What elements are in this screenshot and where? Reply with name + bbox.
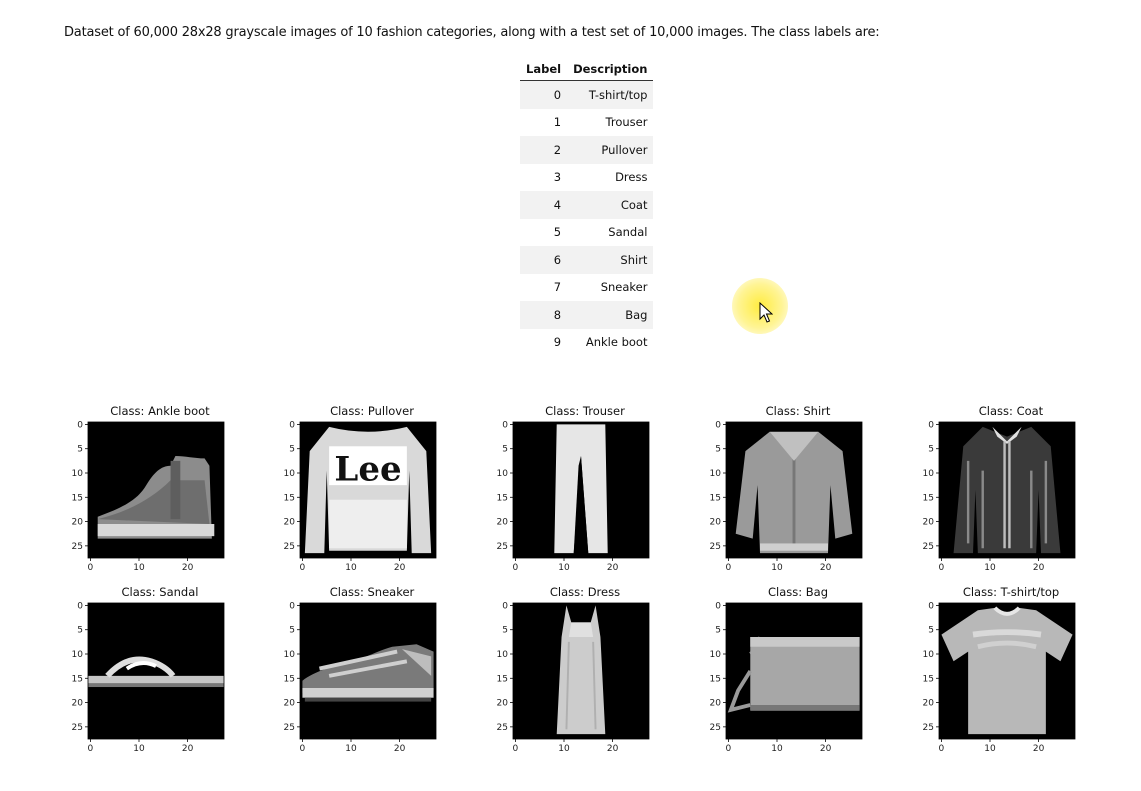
x-tick-label: 0 (512, 744, 519, 754)
y-tick-label: 0 (928, 601, 934, 612)
plot-axes (493, 420, 653, 580)
plot-axes (280, 601, 440, 761)
y-tick-label: 20 (283, 698, 295, 709)
y-tick-label: 0 (77, 420, 83, 431)
y-tick-label: 0 (502, 420, 508, 431)
y-tick-label: 10 (71, 650, 83, 660)
x-tick-label: 20 (1032, 744, 1045, 754)
sample-plot-trouser (493, 404, 693, 584)
table-row (520, 109, 653, 137)
y-tick-label: 10 (709, 469, 721, 479)
row-label: 9 (553, 335, 562, 350)
table-row (520, 329, 653, 357)
row-label: 7 (553, 280, 562, 295)
row-description: Coat (567, 191, 653, 219)
x-tick-label: 20 (181, 744, 194, 754)
plot-title: Class: Coat (978, 404, 1044, 418)
y-tick-label: 5 (715, 625, 721, 636)
x-tick-label: 20 (181, 563, 194, 573)
x-tick-label: 10 (771, 563, 783, 573)
y-tick-label: 10 (283, 469, 295, 479)
x-tick-label: 0 (87, 744, 94, 754)
x-tick-label: 10 (558, 563, 570, 573)
table-row (520, 81, 653, 109)
row-description: T-shirt/top (567, 81, 653, 109)
clothing-image-coat (954, 427, 1061, 553)
table-row (520, 136, 653, 164)
header-description: Description (567, 58, 653, 81)
y-tick-label: 15 (922, 674, 934, 685)
row-description: Dress (615, 170, 648, 185)
y-tick-label: 25 (922, 541, 934, 552)
y-tick-label: 15 (709, 674, 721, 685)
x-tick-label: 10 (771, 744, 783, 754)
mouse-pointer-icon (759, 302, 773, 324)
plot-axes (280, 420, 440, 580)
y-tick-label: 25 (71, 722, 83, 733)
y-tick-label: 5 (502, 444, 508, 455)
y-tick-label: 10 (283, 650, 295, 660)
y-tick-label: 5 (928, 625, 934, 636)
plot-axes (68, 420, 228, 580)
y-tick-label: 20 (922, 517, 934, 528)
row-description: Pullover (567, 136, 653, 164)
y-tick-label: 0 (502, 601, 508, 612)
y-tick-label: 25 (709, 541, 721, 552)
plot-axes (706, 601, 866, 761)
row-label: 4 (520, 191, 567, 219)
y-tick-label: 0 (289, 420, 295, 431)
row-label: 5 (553, 225, 562, 240)
row-label: 6 (520, 246, 567, 274)
row-label: 3 (553, 170, 562, 185)
sample-plot-ankle-boot (68, 404, 268, 584)
y-tick-label: 15 (71, 674, 83, 685)
x-tick-label: 10 (133, 744, 145, 754)
row-label: 0 (520, 81, 567, 109)
y-tick-label: 25 (283, 722, 295, 733)
plot-title: Class: Sandal (121, 585, 199, 599)
clothing-image-dress (557, 605, 606, 734)
sample-plot-coat (919, 404, 1119, 584)
x-tick-label: 20 (393, 744, 406, 754)
table-header-row (520, 58, 653, 81)
plot-axes (493, 601, 653, 761)
y-tick-label: 20 (71, 698, 83, 709)
x-tick-label: 0 (725, 744, 732, 754)
row-description: Sandal (608, 225, 648, 240)
plot-axes (68, 601, 228, 761)
clothing-image-trouser (554, 424, 607, 553)
y-tick-label: 15 (71, 493, 83, 504)
y-tick-label: 0 (715, 420, 721, 431)
y-tick-label: 20 (496, 517, 508, 528)
x-tick-label: 10 (984, 563, 996, 573)
table-row (520, 219, 653, 247)
x-tick-label: 20 (393, 563, 406, 573)
dataset-description: Dataset of 60,000 28x28 grayscale images of 10 fashion categories, along with a test set of 10,000 images. The class labels are: (64, 25, 880, 40)
x-tick-label: 0 (299, 744, 306, 754)
row-description: Sneaker (600, 280, 648, 295)
y-tick-label: 15 (283, 493, 295, 504)
y-tick-label: 20 (71, 517, 83, 528)
plot-title: Class: T-shirt/top (962, 585, 1060, 599)
x-tick-label: 20 (819, 563, 832, 573)
header-label: Label (520, 58, 567, 81)
y-tick-label: 15 (709, 493, 721, 504)
plot-title: Class: Trouser (545, 404, 625, 418)
y-tick-label: 20 (709, 698, 721, 709)
y-tick-label: 10 (71, 469, 83, 479)
y-tick-label: 20 (496, 698, 508, 709)
y-tick-label: 25 (496, 541, 508, 552)
x-tick-label: 0 (938, 744, 945, 754)
y-tick-label: 10 (709, 650, 721, 660)
y-tick-label: 5 (502, 625, 508, 636)
x-tick-label: 20 (819, 744, 832, 754)
plot-title: Class: Bag (767, 585, 829, 599)
y-tick-label: 25 (709, 722, 721, 733)
y-tick-label: 0 (928, 420, 934, 431)
row-description: Shirt (567, 246, 653, 274)
plot-axes (706, 420, 866, 580)
clothing-image-pullover (305, 427, 431, 553)
y-tick-label: 15 (496, 493, 508, 504)
y-tick-label: 15 (283, 674, 295, 685)
x-tick-label: 10 (133, 563, 145, 573)
y-tick-label: 0 (715, 601, 721, 612)
table-row (520, 274, 653, 302)
x-tick-label: 20 (606, 563, 619, 573)
sample-plot-pullover (280, 404, 480, 584)
row-label: 1 (553, 115, 562, 130)
x-tick-label: 0 (87, 563, 94, 573)
x-tick-label: 10 (345, 563, 357, 573)
y-tick-label: 20 (283, 517, 295, 528)
y-tick-label: 10 (496, 650, 508, 660)
svg-text:Lee: Lee (334, 449, 402, 490)
y-tick-label: 5 (715, 444, 721, 455)
y-tick-label: 20 (709, 517, 721, 528)
plot-title: Class: Shirt (765, 404, 831, 418)
y-tick-label: 20 (922, 698, 934, 709)
y-tick-label: 25 (71, 541, 83, 552)
row-label: 8 (520, 301, 567, 329)
sample-plot-shirt (706, 404, 906, 584)
y-tick-label: 5 (289, 444, 295, 455)
x-tick-label: 10 (984, 744, 996, 754)
row-description: Trouser (605, 115, 648, 130)
row-label: 2 (520, 136, 567, 164)
y-tick-label: 25 (496, 722, 508, 733)
y-tick-label: 25 (922, 722, 934, 733)
sample-plot-bag (706, 585, 906, 765)
y-tick-label: 15 (496, 674, 508, 685)
plot-title: Class: Pullover (330, 404, 414, 418)
plot-axes (919, 420, 1079, 580)
sample-plot-tshirt (919, 585, 1119, 765)
y-tick-label: 10 (496, 469, 508, 479)
sample-plot-sandal (68, 585, 268, 765)
x-tick-label: 0 (725, 563, 732, 573)
y-tick-label: 0 (77, 601, 83, 612)
y-tick-label: 10 (922, 469, 934, 479)
x-tick-label: 0 (299, 563, 306, 573)
table-row (520, 191, 653, 219)
y-tick-label: 0 (289, 601, 295, 612)
x-tick-label: 0 (938, 563, 945, 573)
class-label-table (520, 58, 653, 356)
y-tick-label: 25 (283, 541, 295, 552)
x-tick-label: 10 (345, 744, 357, 754)
y-tick-label: 10 (922, 650, 934, 660)
plot-axes (919, 601, 1079, 761)
plot-title: Class: Dress (549, 585, 621, 599)
table-row (520, 164, 653, 192)
table-row (520, 246, 653, 274)
x-tick-label: 20 (1032, 563, 1045, 573)
y-tick-label: 5 (77, 444, 83, 455)
table-row (520, 301, 653, 329)
y-tick-label: 5 (77, 625, 83, 636)
plot-title: Class: Sneaker (329, 585, 415, 599)
y-tick-label: 15 (922, 493, 934, 504)
sample-plot-dress (493, 585, 693, 765)
row-description: Bag (567, 301, 653, 329)
row-description: Ankle boot (585, 335, 648, 350)
y-tick-label: 5 (928, 444, 934, 455)
sample-plot-sneaker (280, 585, 480, 765)
x-tick-label: 0 (512, 563, 519, 573)
y-tick-label: 5 (289, 625, 295, 636)
plot-title: Class: Ankle boot (110, 404, 210, 418)
x-tick-label: 10 (558, 744, 570, 754)
x-tick-label: 20 (606, 744, 619, 754)
